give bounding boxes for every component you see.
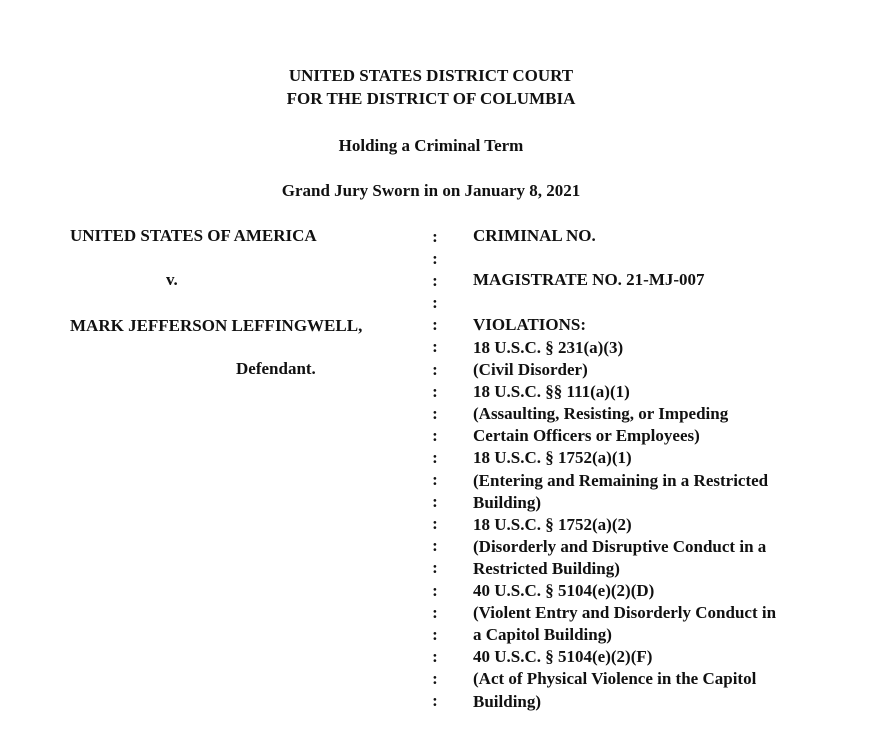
caption-separator-colon: : bbox=[432, 337, 438, 357]
violation-line: Building) bbox=[473, 492, 542, 512]
violation-line: (Assaulting, Resisting, or Impeding bbox=[473, 404, 729, 424]
caption-separator-colon: : bbox=[432, 624, 438, 644]
violation-line: 18 U.S.C. § 231(a)(3) bbox=[473, 338, 624, 357]
violation-line: (Civil Disorder) bbox=[473, 360, 588, 380]
caption-separator-colon: : bbox=[432, 425, 438, 445]
violation-line: 18 U.S.C. § 1752(a)(2) bbox=[473, 514, 632, 534]
caption-separator-colon: : bbox=[432, 536, 438, 556]
versus-label: v. bbox=[166, 270, 178, 289]
caption-separator-colon: : bbox=[432, 646, 438, 666]
violation-line: a Capitol Building) bbox=[473, 625, 612, 645]
caption-separator-colon: : bbox=[432, 470, 438, 490]
caption-separator-colon: : bbox=[432, 668, 438, 688]
caption-separator-colon: : bbox=[432, 381, 438, 401]
plaintiff-name: UNITED STATES OF AMERICA bbox=[70, 226, 317, 245]
caption-separator-colon: : bbox=[432, 492, 438, 512]
caption-separator-colon: : bbox=[432, 293, 438, 313]
violation-line: Building) bbox=[473, 691, 542, 711]
grand-jury-heading: Grand Jury Sworn in on January 8, 2021 bbox=[281, 181, 581, 200]
violation-line: (Disorderly and Disruptive Conduct in a bbox=[473, 536, 767, 556]
violations-list bbox=[473, 337, 776, 713]
violations-heading: VIOLATIONS: bbox=[473, 315, 587, 334]
caption-separator-colon: : bbox=[432, 580, 438, 600]
caption-separator-colon: : bbox=[432, 315, 438, 335]
violation-line: 40 U.S.C. § 5104(e)(2)(F) bbox=[473, 647, 653, 667]
caption-separator-colon: : bbox=[432, 249, 438, 269]
violation-line: Certain Officers or Employees) bbox=[473, 426, 700, 446]
violation-line: (Act of Physical Violence in the Capitol bbox=[473, 669, 757, 689]
violation-line: 40 U.S.C. § 5104(e)(2)(D) bbox=[473, 581, 655, 601]
court-name-line-1: UNITED STATES DISTRICT COURT bbox=[288, 66, 574, 85]
violation-line: Restricted Building) bbox=[473, 558, 620, 578]
violation-line: (Entering and Remaining in a Restricted bbox=[473, 470, 769, 490]
violation-line: 18 U.S.C. § 1752(a)(1) bbox=[473, 448, 632, 468]
caption-separator-colon: : bbox=[432, 447, 438, 467]
defendant-label: Defendant. bbox=[236, 359, 316, 378]
caption-separator-colon: : bbox=[432, 359, 438, 379]
caption-separator-column bbox=[430, 226, 440, 712]
caption-separator-colon: : bbox=[432, 227, 438, 246]
caption-separator-colon: : bbox=[432, 514, 438, 534]
caption-separator-colon: : bbox=[432, 271, 438, 291]
criminal-number: CRIMINAL NO. bbox=[473, 226, 596, 245]
caption-separator-colon: : bbox=[432, 403, 438, 423]
violation-line: (Violent Entry and Disorderly Conduct in bbox=[473, 603, 777, 623]
magistrate-number: MAGISTRATE NO. 21-MJ-007 bbox=[473, 270, 705, 289]
caption-separator-colon: : bbox=[432, 558, 438, 578]
defendant-name: MARK JEFFERSON LEFFINGWELL, bbox=[70, 316, 363, 335]
term-heading: Holding a Criminal Term bbox=[338, 136, 524, 155]
court-name-line-2: FOR THE DISTRICT OF COLUMBIA bbox=[286, 89, 576, 108]
caption-separator-colon: : bbox=[432, 690, 438, 710]
violation-line: 18 U.S.C. §§ 111(a)(1) bbox=[473, 382, 630, 402]
caption-separator-colon: : bbox=[432, 602, 438, 622]
